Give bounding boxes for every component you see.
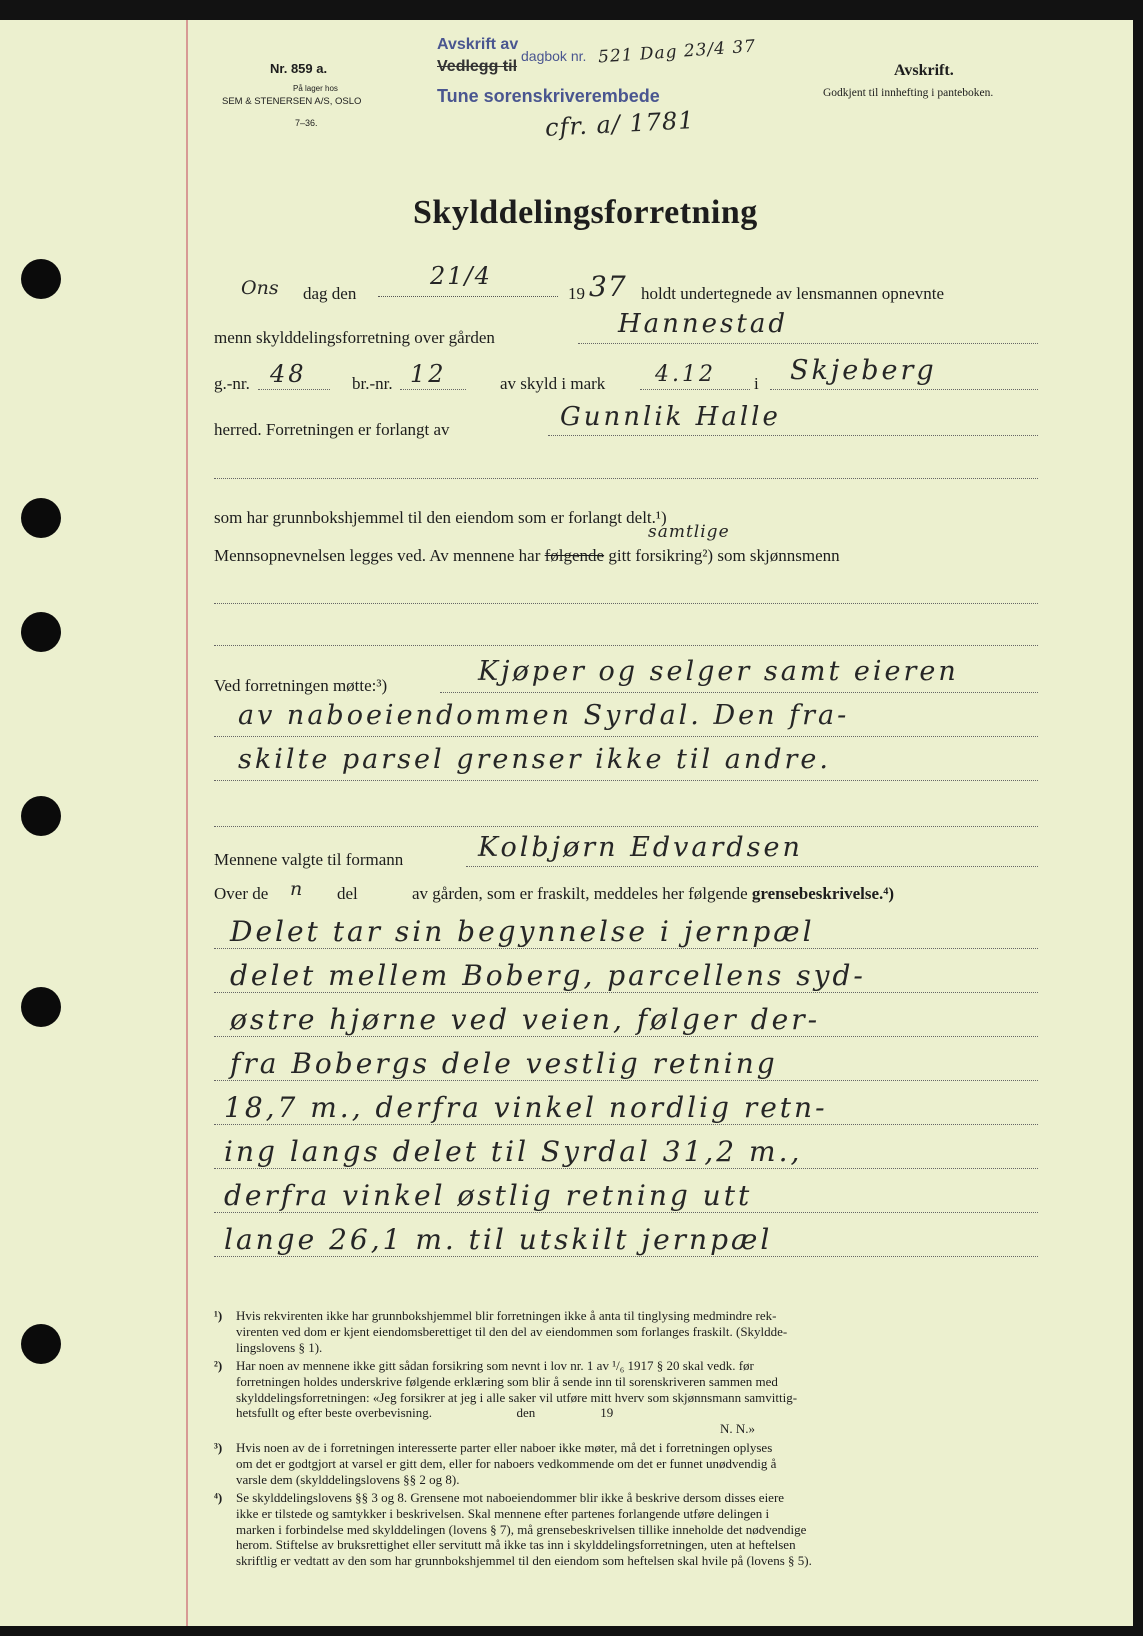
punch-hole [21, 796, 61, 836]
blank-rule [214, 826, 1038, 827]
chairman-handwritten: Kolbjørn Edvardsen [478, 832, 803, 863]
boundary-line-8: lange 26,1 m. til utskilt jernpæl [224, 1223, 773, 1256]
attendees-line-3: skilte parsel grenser ikke til andre. [238, 744, 831, 775]
scan-border-top [0, 0, 1143, 20]
margin-line [186, 20, 188, 1626]
over-label: Over de [214, 884, 269, 903]
boundary-line-3: østre hjørne ved veien, følger der- [230, 1003, 821, 1036]
del-label: del [337, 884, 358, 903]
date-handwritten: 21/4 [430, 262, 492, 290]
attendees-rule [440, 692, 1038, 693]
dagbok-handwritten: 521 Dag 23/4 37 [597, 36, 757, 68]
footnote-mark: ⁴) [214, 1490, 223, 1505]
stamp-office: Tune sorenskriverembede [437, 86, 660, 106]
weekday-handwritten: Ons [241, 277, 279, 299]
boundary-line-4: fra Bobergs dele vestlig retning [230, 1047, 778, 1080]
boundary-line-6: ing langs delet til Syrdal 31,2 m., [224, 1135, 803, 1168]
boundary-heading: grensebeskrivelse.⁴) [751, 884, 895, 903]
punch-hole [21, 612, 61, 652]
footnote-line: varsle dem (skylddelingslovens §§ 2 og 8). [236, 1471, 460, 1487]
footnote-mark: ¹) [214, 1308, 223, 1323]
footnote-line: Hvis noen av de i forretningen interesserte parter eller naboer ikke møter, må det i forretningen oplyses [236, 1440, 773, 1455]
boundary-intro [412, 884, 894, 904]
date-label: dag den [303, 284, 357, 303]
boundary-rule [214, 992, 1038, 993]
footnote-line: lingslovens § 1). [236, 1339, 323, 1355]
approval-note: Godkjent til innhefting i panteboken. [823, 87, 994, 99]
attendees-line-1: Kjøper og selger samt eieren [478, 656, 959, 687]
stamp-dagbok: dagbok nr. [521, 48, 587, 64]
attendees-label: Ved forretningen møtte:³) [214, 676, 388, 695]
footnote-line: Har noen av mennene ikke gitt sådan forsikring som nevnt i lov nr. 1 av ¹/₆ 1917 § 20 skal vedk. før [236, 1358, 754, 1373]
stamp-line2 [437, 58, 517, 76]
print-date: 7–36. [295, 118, 318, 128]
skyld-field-line [640, 389, 750, 390]
form-number: Nr. 859 a. [270, 61, 328, 76]
requester-field-line [548, 435, 1038, 436]
copy-label: Avskrift. [894, 62, 954, 79]
footnote-signature: N. N.» [720, 1421, 756, 1437]
boundary-rule [214, 1124, 1038, 1125]
year-handwritten: 37 [589, 270, 627, 303]
line4-text: herred. Forretningen er forlangt av [214, 420, 450, 439]
punch-hole [21, 987, 61, 1027]
footnote-line: forretningen holdes underskrive følgende erklæring som blir å sende inn til sorenskriveren sammen med [236, 1373, 778, 1389]
blank-rule [214, 603, 1038, 604]
line6-part-a: Mennsopnevnelsen legges ved. Av mennene har [214, 546, 541, 565]
brnr-handwritten: 12 [410, 360, 447, 388]
footnote-line: hetsfullt og efter beste overbevisning. den 19 [236, 1405, 614, 1421]
gnr-label: g.-nr. [214, 374, 250, 393]
boundary-line-7: derfra vinkel østlig retning utt [224, 1179, 753, 1212]
scan-border-right [1133, 0, 1143, 1636]
footnote-3 [214, 1440, 777, 1487]
gnr-handwritten: 48 [270, 360, 307, 388]
footnote-1 [214, 1308, 788, 1355]
footnote-line: marken i forbindelse med skylddelingen (lovens § 7), må grensebeskrivelsen tillike inneholde det nødvendige [236, 1521, 807, 1537]
line6-insert-handwritten: samtlige [648, 522, 730, 542]
brnr-field-line [400, 389, 466, 390]
boundary-intro-text: av gården, som er fraskilt, meddeles her følgende [412, 884, 748, 903]
scan-border-bottom [0, 1626, 1143, 1636]
footnote-line: ikke er tilstede og samtykker i beskrivelsen. Skal mennene efter partenes forlangende utføre delingen i [236, 1505, 770, 1521]
line5-text: som har grunnbokshjemmel til den eiendom som er forlangt delt.¹) [214, 508, 667, 527]
punch-hole [21, 259, 61, 299]
herred-field-line [770, 389, 1038, 390]
line6-part-b: gitt forsikring²) som skjønnsmenn [608, 546, 840, 565]
over-insert-handwritten: n [290, 878, 303, 900]
line1-text: holdt undertegnede av lensmannen opnevnte [641, 284, 945, 303]
stamp-line1: Avskrift av [437, 36, 519, 53]
stamp-line2-text: Vedlegg til [437, 58, 518, 75]
footnote-line: Hvis rekvirenten ikke har grunnbokshjemmel blir forretningen ikke å anta til tinglysing medmindre rek- [236, 1308, 777, 1323]
chairman-label: Mennene valgte til formann [214, 850, 404, 869]
footnote-line: skriftlig er vedtatt av den som har grunnbokshjemmel til den eiendom som heftelsen skal hvile på (lovens § 5). [236, 1553, 812, 1569]
boundary-line-1: Delet tar sin begynnelse i jernpæl [230, 915, 815, 948]
skyld-label: av skyld i mark [500, 374, 606, 393]
requester-handwritten: Gunnlik Halle [560, 402, 781, 432]
line6-text [214, 546, 840, 566]
boundary-rule [214, 1080, 1038, 1081]
attendees-line-2: av naboeiendommen Syrdal. Den fra- [238, 700, 850, 731]
boundary-rule [214, 1168, 1038, 1169]
footnote-mark: ³) [214, 1440, 223, 1455]
boundary-line-2: delet mellem Boberg, parcellens syd- [230, 959, 866, 992]
blank-rule [214, 478, 1038, 479]
year-prefix: 19 [568, 284, 585, 303]
footnote-line: skylddelingsforretningen: «Jeg forsikrer at jeg i alle saker vil utføre mitt hverv som skjønnsmann samvittig- [236, 1389, 798, 1405]
blank-rule [214, 645, 1038, 646]
punch-hole [21, 1324, 61, 1364]
footnote-line: om det er godtgjort at varsel er gitt dem, eller for naboers vedkommende om det er funnet unødvendig å [236, 1455, 777, 1471]
footnote-line: Se skylddelingslovens §§ 3 og 8. Grensene mot naboeiendommer blir ikke å beskrive dersom disses eiere [236, 1490, 785, 1505]
footnote-4 [214, 1490, 812, 1569]
footnote-line: virenten ved dom er kjent eiendomsberettiget til den del av eiendommen som forlanges fraskilt. (Skyldde- [236, 1323, 788, 1339]
date-field-line [378, 296, 558, 297]
publisher-line2: SEM & STENERSEN A/S, OSLO [222, 96, 362, 107]
attendees-rule [214, 736, 1038, 737]
gnr-field-line [258, 389, 330, 390]
skyld-handwritten: 4.12 [655, 362, 716, 387]
boundary-rule [214, 948, 1038, 949]
farm-field-line [578, 343, 1038, 344]
herred-handwritten: Skjeberg [790, 355, 937, 386]
boundary-rule [214, 1212, 1038, 1213]
chairman-field-line [466, 866, 1038, 867]
attendees-rule [214, 780, 1038, 781]
cross-reference: cfr. a/ 1781 [544, 106, 696, 142]
farm-name-handwritten: Hannestad [618, 309, 788, 339]
boundary-rule [214, 1256, 1038, 1257]
boundary-line-5: 18,7 m., derfra vinkel nordlig retn- [224, 1091, 828, 1124]
footnote-2 [214, 1358, 798, 1437]
document-title: Skylddelingsforretning [413, 194, 758, 231]
i-label: i [754, 374, 759, 393]
line6-struck: følgende [544, 546, 605, 565]
boundary-rule [214, 1036, 1038, 1037]
footnote-line: herom. Stiftelse av bruksrettighet eller servitutt må ikke tas inn i skylddelingsforretningen, uten at heftelsen [236, 1537, 796, 1553]
publisher-line1: På lager hos [293, 84, 338, 93]
line2-text: menn skylddelingsforretning over gården [214, 328, 495, 347]
footnote-mark: ²) [214, 1358, 223, 1373]
brnr-label: br.-nr. [352, 374, 393, 393]
punch-hole [21, 498, 61, 538]
